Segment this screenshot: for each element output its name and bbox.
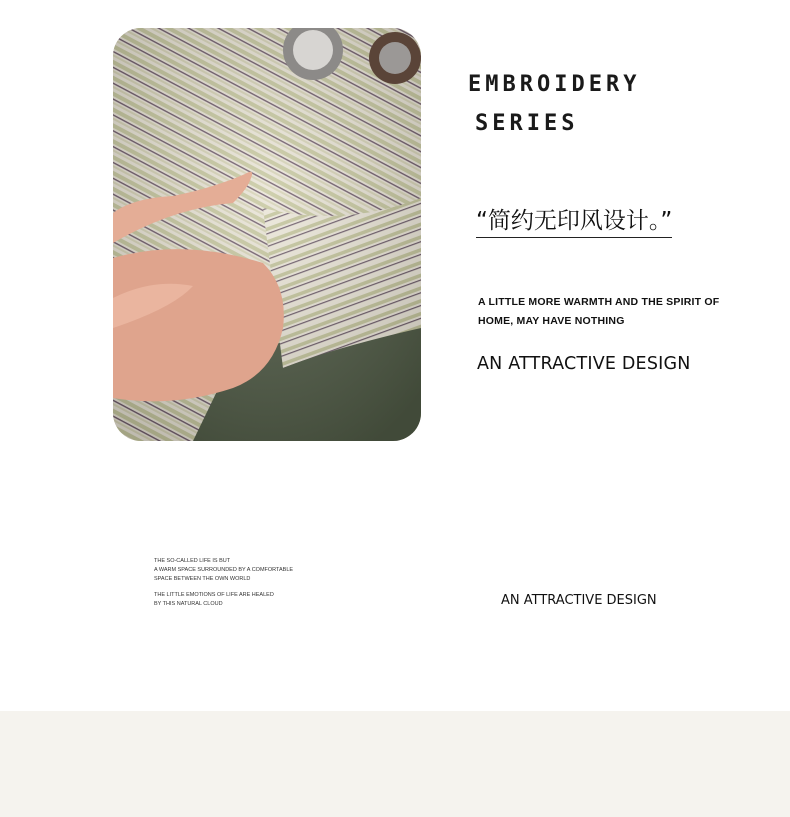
- small-text-line: SPACE BETWEEN THE OWN WORLD: [154, 576, 251, 582]
- small-text-line: THE SO-CALLED LIFE IS BUT: [154, 558, 231, 564]
- design-label-primary: AN ATTRACTIVE DESIGN: [477, 354, 691, 374]
- small-text-line: THE LITTLE EMOTIONS OF LIFE ARE HEALED: [154, 592, 274, 598]
- small-text-line: BY THIS NATURAL CLOUD: [154, 601, 223, 607]
- small-text-line: A WARM SPACE SURROUNDED BY A COMFORTABLE: [154, 567, 294, 573]
- design-label-secondary: AN ATTRACTIVE DESIGN: [501, 593, 657, 608]
- design-quote: “简约无印风设计。”: [476, 202, 672, 238]
- series-title-line1: EMBROIDERY: [468, 72, 641, 97]
- tagline: A LITTLE MORE WARMTH AND THE SPIRIT OF HOME, MAY HAVE NOTHING: [478, 296, 720, 327]
- product-photo: [113, 28, 421, 441]
- small-text-block: [154, 557, 293, 609]
- striped-bedding-image: [113, 28, 421, 441]
- footer-band: [0, 711, 790, 817]
- series-title-line2: SERIES: [475, 111, 579, 136]
